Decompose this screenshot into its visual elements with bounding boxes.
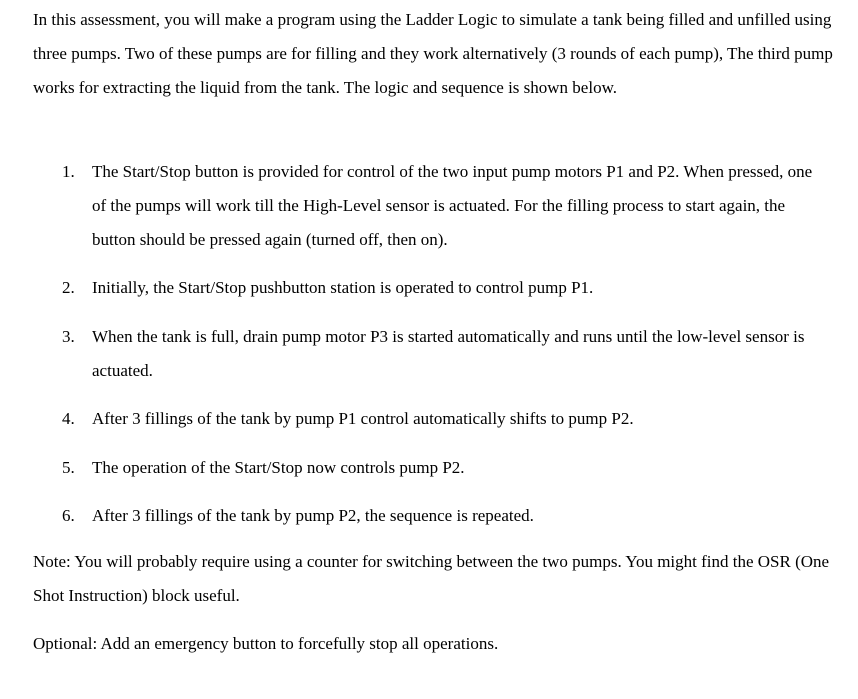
step-number: 4. <box>62 409 75 428</box>
intro-paragraph: In this assessment, you will make a program using the Ladder Logic to simulate a tank being filled and unfilled using three pumps. Two of these pumps are for filling and they work alternatively (3 rounds of each pump), The third pump works for extracting the liquid from the tank. The logic and sequence is shown below. <box>33 10 833 97</box>
note-paragraph: Note: You will probably require using a counter for switching between the two pumps. You might find the OSR (One Shot Instruction) block useful. <box>33 552 830 605</box>
step-text: Initially, the Start/Stop pushbutton station is operated to control pump P1. <box>92 278 594 297</box>
step-number: 2. <box>62 278 75 297</box>
step-text: The operation of the Start/Stop now controls pump P2. <box>92 458 465 477</box>
step-text: After 3 fillings of the tank by pump P1 control automatically shifts to pump P2. <box>92 409 634 428</box>
step-text: When the tank is full, drain pump motor P3 is started automatically and runs until the low-level sensor is actuated. <box>92 327 805 380</box>
step-number: 3. <box>62 327 75 346</box>
optional-paragraph: Optional: Add an emergency button to forcefully stop all operations. <box>33 634 499 653</box>
step-number: 1. <box>62 162 75 181</box>
step-number: 5. <box>62 458 75 477</box>
step-text: The Start/Stop button is provided for control of the two input pump motors P1 and P2. When pressed, one of the pumps will work till the High-Level sensor is actuated. For the filling process to start again, the button should be pressed again (turned off, then on). <box>92 162 813 249</box>
step-number: 6. <box>62 506 75 525</box>
step-text: After 3 fillings of the tank by pump P2, the sequence is repeated. <box>92 506 534 525</box>
